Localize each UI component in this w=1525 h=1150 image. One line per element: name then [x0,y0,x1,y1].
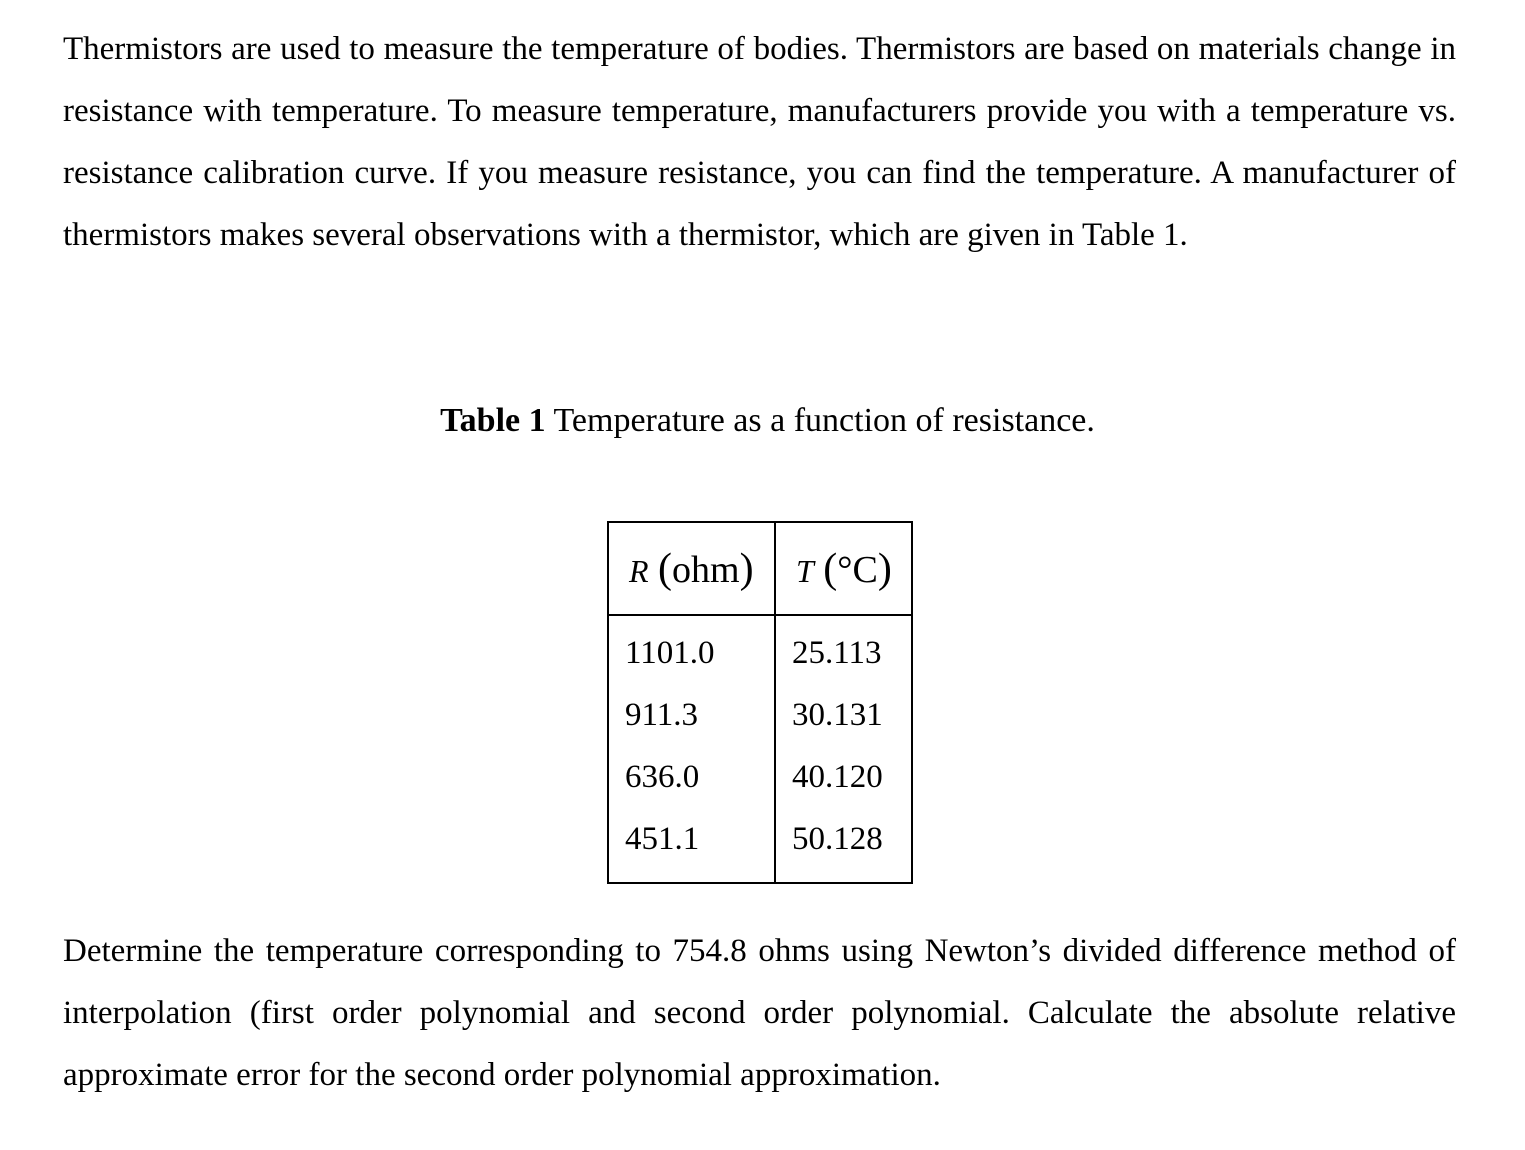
table-caption-text: Temperature as a function of resistance. [545,402,1095,439]
resistance-cell: 451.1 [608,808,775,883]
temperature-symbol: T [796,552,814,589]
table-row [608,746,912,808]
temperature-cell: 30.131 [775,684,912,746]
temperature-cell: 50.128 [775,808,912,883]
resistance-symbol: R [629,552,649,589]
intro-paragraph: Thermistors are used to measure the temperature of bodies. Thermistors are based on materials change in resistance with temperature. To measure temperature, manufacturers provide you with a temperature vs. resistance calibration curve. If you measure resistance, you can find the temperature. A manufacturer of thermistors makes several observations with a thermistor, which are given in Table 1. [63,31,1456,253]
resistance-unit: ohm [672,548,740,591]
question-paragraph: Determine the temperature corresponding to 754.8 ohms using Newton’s divided difference method of interpolation (first order polynomial and second order polynomial. Calculate the absolute relative approximate error for the second order polynomial approximation. [63,933,1456,1093]
resistance-cell: 911.3 [608,684,775,746]
temperature-cell: 40.120 [775,746,912,808]
temperature-cell: 25.113 [775,615,912,684]
resistance-cell: 636.0 [608,746,775,808]
resistance-cell: 1101.0 [608,615,775,684]
resistance-column-header: R (ohm) [608,522,775,615]
temperature-column-header: T (°C) [775,522,912,615]
table-row [608,684,912,746]
table-row [608,808,912,883]
temperature-unit: °C [837,548,878,591]
table-row [608,615,912,684]
resistance-temperature-table [607,521,913,884]
table-header-row [608,522,912,615]
table-caption [0,398,1525,444]
table-caption-label: Table 1 [440,402,546,439]
